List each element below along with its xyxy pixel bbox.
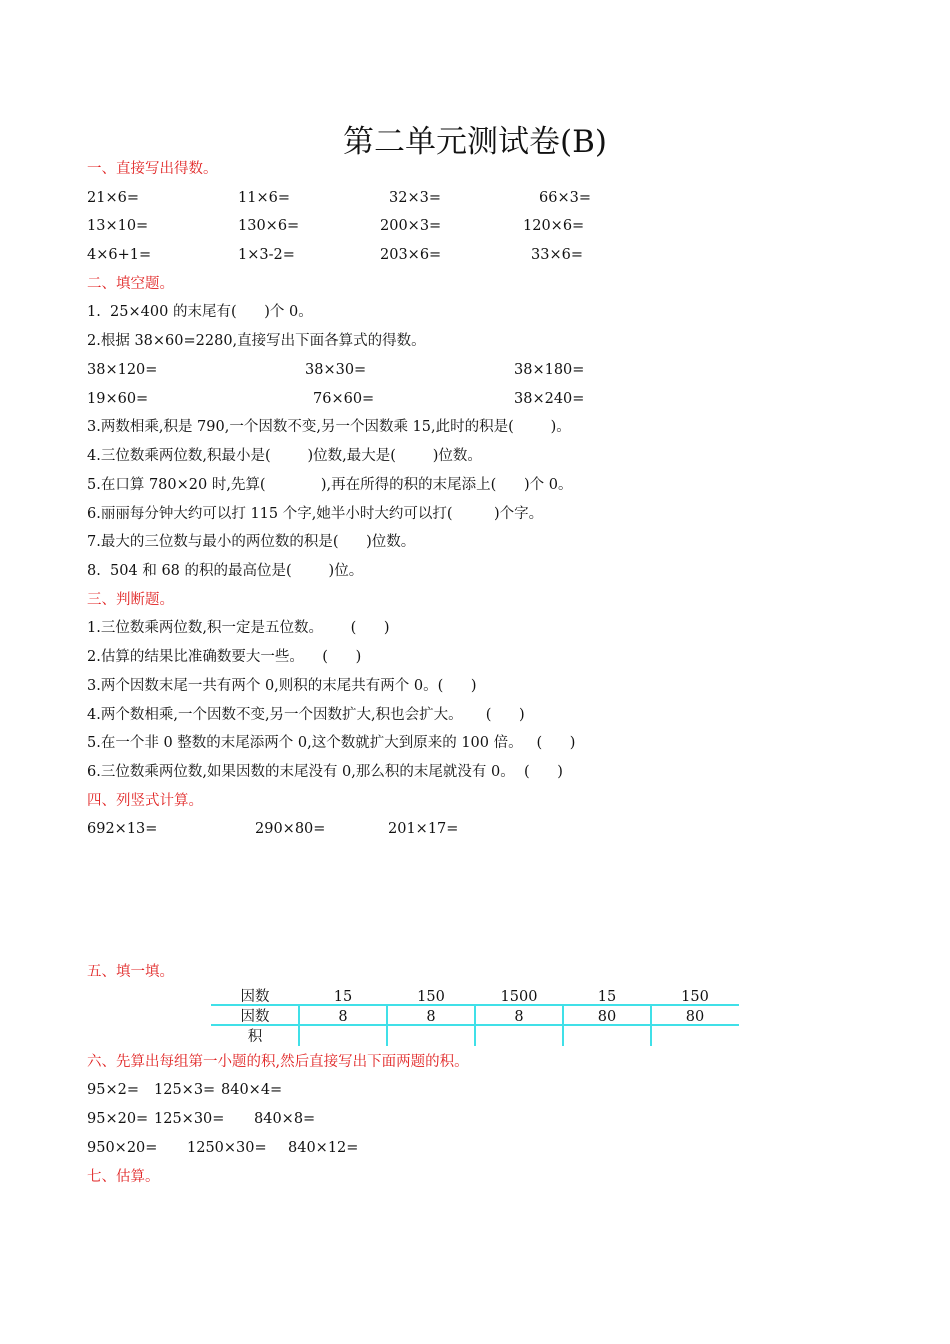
calc-item: 125×30=: [154, 1111, 225, 1127]
question: 2.根据 38×60=2280,直接写出下面各算式的得数。: [87, 333, 426, 349]
calc-item: 692×13=: [87, 821, 158, 837]
table-cell: 8: [426, 1009, 436, 1025]
calc-item: 203×6=: [380, 247, 442, 263]
table-cell: 80: [685, 1009, 705, 1025]
calc-item: 1×3-2=: [238, 247, 295, 263]
question: 3.两数相乘,积是 790,一个因数不变,另一个因数乘 15,此时的积是( )。: [87, 419, 571, 435]
table-cell: 15: [333, 989, 353, 1005]
table-cell: 1500: [500, 989, 538, 1005]
section-3-heading: 三、判断题。: [87, 592, 174, 608]
calc-item: 200×3=: [380, 218, 442, 234]
question: 4.三位数乘两位数,积最小是( )位数,最大是( )位数。: [87, 448, 482, 464]
calc-item: 120×6=: [523, 218, 585, 234]
judge-item: 6.三位数乘两位数,如果因数的末尾没有 0,那么积的末尾就没有 0。 ( ): [87, 764, 563, 780]
page-title: 第二单元测试卷(B): [343, 124, 607, 160]
question: 6.丽丽每分钟大约可以打 115 个字,她半小时大约可以打( )个字。: [87, 506, 544, 522]
calc-item: 840×12=: [288, 1140, 359, 1156]
calc-item: 125×3=: [154, 1082, 216, 1098]
calc-item: 95×20=: [87, 1111, 149, 1127]
judge-item: 3.两个因数末尾一共有两个 0,则积的末尾共有两个 0。( ): [87, 678, 477, 694]
calc-item: 201×17=: [388, 821, 459, 837]
calc-item: 950×20=: [87, 1140, 158, 1156]
calc-item: 76×60=: [313, 391, 375, 407]
table-cell: 150: [417, 989, 445, 1005]
calc-item: 1250×30=: [187, 1140, 267, 1156]
section-6-heading: 六、先算出每组第一小题的积,然后直接写出下面两题的积。: [87, 1054, 469, 1070]
calc-item: 38×120=: [87, 362, 158, 378]
calc-item: 130×6=: [238, 218, 300, 234]
calc-item: 38×240=: [514, 391, 585, 407]
row-label: 因数: [240, 989, 270, 1005]
calc-item: 38×180=: [514, 362, 585, 378]
judge-item: 4.两个数相乘,一个因数不变,另一个因数扩大,积也会扩大。 ( ): [87, 707, 525, 723]
table-cell: 150: [681, 989, 709, 1005]
section-7-heading: 七、估算。: [87, 1169, 160, 1185]
calc-item: 95×2=: [87, 1082, 139, 1098]
calc-item: 38×30=: [305, 362, 367, 378]
judge-item: 5.在一个非 0 整数的末尾添两个 0,这个数就扩大到原来的 100 倍。 ( ): [87, 735, 576, 751]
calc-item: 32×3=: [389, 190, 441, 206]
calc-item: 290×80=: [255, 821, 326, 837]
table-cell: 15: [597, 989, 617, 1005]
section-2-heading: 二、填空题。: [87, 276, 174, 292]
judge-item: 2.估算的结果比准确数要大一些。 ( ): [87, 649, 362, 665]
table-cell: 80: [597, 1009, 617, 1025]
question: 5.在口算 780×20 时,先算( ),再在所得的积的末尾添上( )个 0。: [87, 477, 573, 493]
calc-item: 11×6=: [238, 190, 290, 206]
calc-item: 840×4=: [221, 1082, 283, 1098]
calc-item: 21×6=: [87, 190, 139, 206]
question: 1. 25×400 的末尾有( )个 0。: [87, 304, 313, 320]
table-cell: 8: [514, 1009, 524, 1025]
question: 7.最大的三位数与最小的两位数的积是( )位数。: [87, 534, 416, 550]
calc-item: 840×8=: [254, 1111, 316, 1127]
question: 8. 504 和 68 的积的最高位是( )位。: [87, 563, 364, 579]
calc-item: 19×60=: [87, 391, 149, 407]
section-4-heading: 四、列竖式计算。: [87, 793, 203, 809]
row-label: 积: [247, 1029, 263, 1045]
section-1-heading: 一、直接写出得数。: [87, 161, 218, 177]
judge-item: 1.三位数乘两位数,积一定是五位数。 ( ): [87, 620, 390, 636]
calc-item: 4×6+1=: [87, 247, 152, 263]
calc-item: 13×10=: [87, 218, 149, 234]
row-label: 因数: [240, 1009, 270, 1025]
calc-item: 66×3=: [539, 190, 591, 206]
calc-item: 33×6=: [531, 247, 583, 263]
section-5-heading: 五、填一填。: [87, 964, 174, 980]
table-cell: 8: [338, 1009, 348, 1025]
